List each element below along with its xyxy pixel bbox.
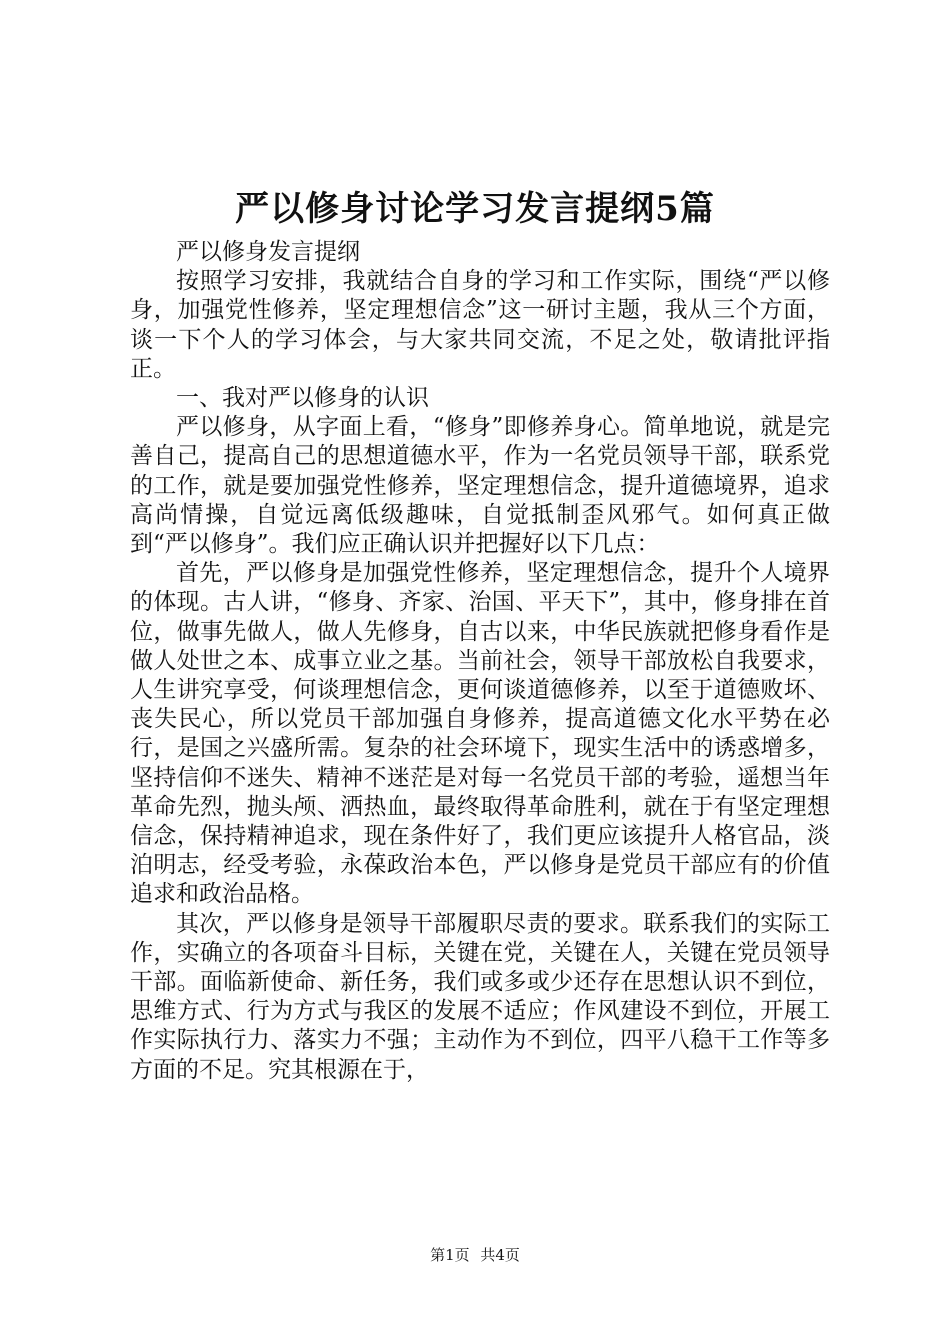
section-heading: 一、我对严以修身的认识 bbox=[176, 385, 429, 412]
section-subtitle: 严以修身发言提纲 bbox=[176, 239, 360, 265]
document-body bbox=[130, 238, 830, 1085]
page-footer bbox=[0, 1244, 950, 1266]
body-paragraph: 严以修身，从字面上看，“修身”即修养身心。简单地说，就是完善自己，提高自己的思想道德水平，作为一名党员领导干部，联系党的工作，就是要加强党性修养，坚定理想信念，提升道德境界，追求高尚情操，自觉远离低级趣味，自觉抵制歪风邪气。如何真正做到“严以修身”。我们应正确认识并把握好以下几点： bbox=[130, 414, 830, 558]
body-paragraph: 其次，严以修身是领导干部履职尽责的要求。联系我们的实际工作，实确立的各项奋斗目标，关键在党，关键在人，关键在党员领导干部。面临新使命、新任务，我们或多或少还存在思想认识不到位，思维方式、行为方式与我区的发展不适应；作风建设不到位，开展工作实际执行力、落实力不强；主动作为不到位，四平八稳干工作等多方面的不足。究其根源在于， bbox=[130, 910, 830, 1083]
intro-paragraph: 按照学习安排，我就结合自身的学习和工作实际，围绕“严以修身，加强党性修养，坚定理想信念”这一研讨主题，我从三个方面，谈一下个人的学习体会，与大家共同交流，不足之处，敬请批评指正。 bbox=[130, 268, 830, 382]
page-total: 共4页 bbox=[480, 1246, 520, 1264]
body-paragraph: 首先，严以修身是加强党性修养，坚定理想信念，提升个人境界的体现。古人讲，“修身、齐家、治国、平天下”，其中，修身排在首位，做事先做人，做人先修身，自古以来，中华民族就把修身看作是做人处世之本、成事立业之基。当前社会，领导干部放松自我要求，人生讲究享受，何谈理想信念，更何谈道德修养，以至于道德败坏、丧失民心，所以党员干部加强自身修养，提高道德文化水平势在必行，是国之兴盛所需。复杂的社会环境下，现实生活中的诱惑增多，坚持信仰不迷失、精神不迷茫是对每一名党员干部的考验，遥想当年革命先烈，抛头颅、洒热血，最终取得革命胜利，就在于有坚定理想信念，保持精神追求，现在条件好了，我们更应该提升人格官品，淡泊明志，经受考验，永葆政治本色，严以修身是党员干部应有的价值追求和政治品格。 bbox=[130, 560, 830, 908]
page-number: 第1页 bbox=[430, 1246, 470, 1264]
document-title: 严以修身讨论学习发言提纲5篇 bbox=[235, 189, 715, 229]
